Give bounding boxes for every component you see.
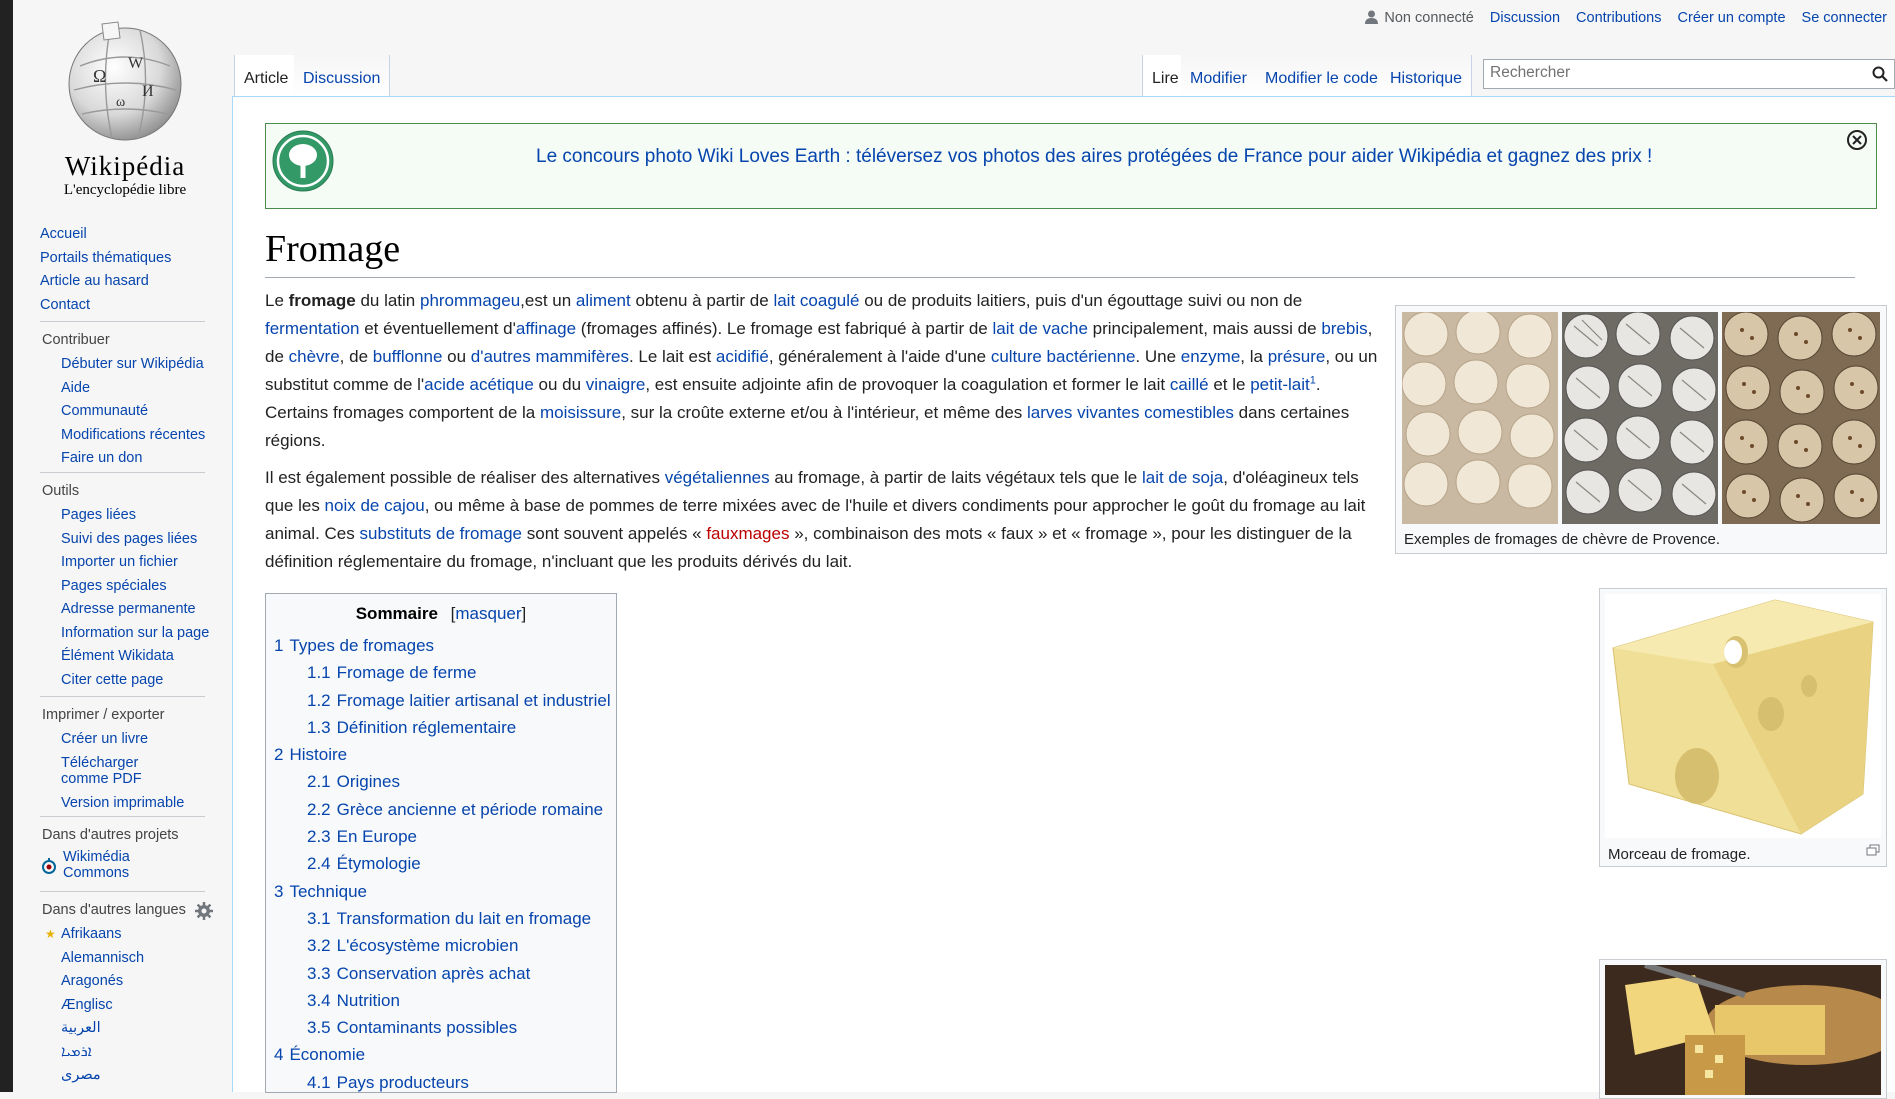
lang-item-aenglisc[interactable]: Ænglisc	[61, 996, 113, 1013]
toc-link[interactable]: Fromage de ferme	[336, 663, 477, 683]
puzzle-globe-icon	[60, 18, 190, 144]
search-icon[interactable]	[1872, 66, 1888, 82]
toc-link[interactable]: Pays producteurs	[336, 1072, 469, 1092]
text: ou	[442, 347, 471, 366]
text: , est ensuite adjointe afin de provoquer la coagulation et former le lait	[645, 375, 1170, 394]
text: du latin	[355, 291, 420, 310]
text: et éventuellement d'	[359, 319, 516, 338]
divider	[40, 696, 205, 697]
cheese-piece-image[interactable]	[1605, 594, 1881, 838]
toc-number: 1.3	[307, 717, 331, 737]
tab-lire[interactable]: Lire	[1142, 55, 1189, 97]
toc-number: 3.2	[307, 936, 331, 956]
tagline: L'encyclopédie libre	[63, 182, 187, 198]
personal-contributions-link[interactable]: Contributions	[1576, 10, 1662, 26]
toc-number: 4.1	[307, 1072, 331, 1092]
toc-link[interactable]: Histoire	[289, 745, 348, 765]
footnote-ref[interactable]: 1	[1309, 374, 1316, 387]
figure-cheese-piece	[1599, 588, 1887, 867]
toc-link[interactable]: Nutrition	[336, 990, 400, 1010]
link-vegetaliennes[interactable]: végétaliennes	[664, 468, 770, 487]
toc-item[interactable]	[266, 905, 616, 932]
bold-term: fromage	[288, 291, 356, 310]
figure-cheese-board	[1599, 959, 1887, 1099]
toc-link[interactable]: En Europe	[336, 827, 417, 847]
lang-item-afrikaans[interactable]	[40, 923, 186, 947]
page-title: Fromage	[265, 227, 1855, 278]
nav-item-telecharger-pdf[interactable]: Télécharger comme PDF	[61, 754, 142, 787]
toc-number: 2	[274, 745, 284, 765]
link-phrommageu[interactable]: phrommageu	[419, 291, 521, 310]
text: Le	[265, 291, 289, 310]
svg-text:Ω: Ω	[93, 66, 107, 86]
link-presure[interactable]: présure	[1267, 347, 1326, 366]
cheese-board-image[interactable]	[1605, 965, 1881, 1095]
toc-link[interactable]: Transformation du lait en fromage	[336, 908, 592, 928]
nav-item-commons-row[interactable]	[40, 848, 179, 884]
toc-item[interactable]	[266, 850, 616, 877]
figure-goat-cheese	[1395, 305, 1887, 554]
link-aliment[interactable]: aliment	[575, 291, 631, 310]
toc-item[interactable]	[266, 741, 616, 768]
paragraph-alternatives	[265, 464, 1380, 576]
search-input[interactable]	[1484, 60, 1856, 86]
nav-item-information[interactable]: Information sur la page	[61, 624, 210, 641]
commons-icon	[40, 857, 58, 875]
nav-item-accueil[interactable]: Accueil	[40, 226, 87, 242]
toc-number: 1.2	[307, 690, 331, 710]
gear-icon[interactable]	[195, 902, 213, 920]
nav-heading-contribuer: Contribuer	[42, 332, 110, 348]
text: dans certaines régions.	[265, 403, 1350, 450]
lang-item-alemannisch[interactable]: Alemannisch	[61, 949, 145, 966]
create-account-link[interactable]: Créer un compte	[1677, 10, 1786, 26]
nav-heading-imprimer: Imprimer / exporter	[42, 707, 165, 723]
text: ou du	[533, 375, 586, 394]
text: . Une	[1135, 347, 1181, 366]
toc-number: 3.3	[307, 963, 331, 983]
text: , la	[1240, 347, 1268, 366]
sidebar	[0, 0, 232, 1092]
toc-item[interactable]	[266, 823, 616, 850]
login-status: Non connecté	[1384, 10, 1474, 26]
tab-article[interactable]: Article	[234, 55, 298, 97]
nav-contribuer	[40, 328, 205, 471]
text: », combinaison des mots « faux » et « fromage », pour les distinguer de la définition réglementaire du fromage, n'incluant que les produits dérivés du lait.	[265, 524, 1352, 571]
text: et le	[1208, 375, 1251, 394]
nav-item-aide[interactable]: Aide	[61, 379, 91, 396]
svg-text:W: W	[128, 55, 144, 72]
banner-message[interactable]: Le concours photo Wiki Loves Earth : téléversez vos photos des aires protégées de France pour aider Wikipédia et gagnez des prix !	[536, 146, 1653, 167]
link-chevre[interactable]: chèvre	[288, 347, 340, 366]
toc-number: 3	[274, 881, 284, 901]
table-of-contents	[265, 593, 617, 1093]
divider	[40, 816, 205, 817]
lang-item-arabic[interactable]: العربية	[61, 1020, 101, 1036]
text: obtenu à partir de	[630, 291, 774, 310]
wordmark: Wikipédia	[64, 151, 186, 181]
text: (fromages affinés). Le fromage est fabriqué à partir de	[576, 319, 993, 338]
nav-heading-langues-label: Dans d'autres langues	[42, 902, 186, 918]
toc-item[interactable]	[266, 1069, 616, 1093]
window-edge	[0, 0, 13, 1092]
nav-outils	[40, 479, 209, 692]
toc-link[interactable]: Grèce ancienne et période romaine	[336, 799, 604, 819]
toc-link[interactable]: Conservation après achat	[336, 963, 531, 983]
figure-caption-piece: Morceau de fromage.	[1608, 846, 1751, 863]
nav-imprimer	[40, 703, 184, 815]
nav-langues	[40, 898, 186, 1088]
toc-item[interactable]	[266, 714, 616, 741]
link-substituts-de-fromage[interactable]: substituts de fromage	[359, 524, 523, 543]
nav-item-faire-un-don[interactable]: Faire un don	[61, 450, 143, 466]
toc-link[interactable]: Étymologie	[336, 854, 421, 874]
figure-caption-goat: Exemples de fromages de chèvre de Provence.	[1404, 531, 1721, 548]
toc-list	[266, 632, 616, 1093]
goat-cheese-image[interactable]	[1402, 312, 1880, 524]
toc-item[interactable]	[266, 659, 616, 686]
wiki-loves-earth-icon	[272, 130, 334, 192]
text: , généralement à l'aide d'une	[768, 347, 991, 366]
toc-link[interactable]: Types de fromages	[289, 636, 435, 655]
svg-text:И: И	[142, 83, 154, 100]
nav-item-commons[interactable]: Wikimédia Commons	[63, 849, 130, 881]
link-acidifie[interactable]: acidifié	[715, 347, 769, 366]
lang-label[interactable]: Afrikaans	[61, 926, 122, 942]
toc-link[interactable]: Fromage laitier artisanal et industriel	[336, 690, 611, 710]
toc-number: 3.1	[307, 908, 331, 928]
link-petit-lait[interactable]: petit-lait	[1250, 375, 1310, 394]
text: , de	[265, 319, 1373, 366]
toc-item[interactable]	[266, 768, 616, 795]
svg-text:ω: ω	[116, 95, 126, 110]
nav-heading-projets: Dans d'autres projets	[42, 827, 179, 843]
toc-item[interactable]	[266, 932, 616, 959]
link-enzyme[interactable]: enzyme	[1180, 347, 1241, 366]
personal-tools	[1365, 10, 1887, 26]
toc-number: 2.3	[307, 827, 331, 847]
text: sont souvent appelés «	[522, 524, 707, 543]
nav-item-importer[interactable]: Importer un fichier	[61, 554, 178, 570]
link-vinaigre[interactable]: vinaigre	[585, 375, 646, 394]
divider	[40, 472, 205, 473]
enlarge-icon[interactable]	[1866, 844, 1880, 856]
link-fauxmages[interactable]: fauxmages	[706, 524, 790, 543]
search-box	[1483, 59, 1895, 89]
text: , sur la croûte externe et/ou à l'intérieur, et même des	[621, 403, 1028, 422]
toc-link[interactable]: Origines	[336, 772, 400, 792]
close-icon[interactable]	[1846, 129, 1868, 151]
lang-item-aragones[interactable]: Aragonés	[61, 973, 124, 989]
lang-item-aramaic[interactable]: ܐܪܡܝܐ	[61, 1043, 92, 1060]
nav-item-wikidata[interactable]: Élément Wikidata	[61, 648, 174, 664]
link-lait-coagule[interactable]: lait coagulé	[773, 291, 860, 310]
nav-item-creer-livre[interactable]: Créer un livre	[61, 731, 149, 747]
toc-item[interactable]	[266, 796, 616, 823]
link-moisissure[interactable]: moisissure	[539, 403, 622, 422]
link-lait-de-vache[interactable]: lait de vache	[992, 319, 1088, 338]
toc-item[interactable]	[266, 687, 616, 714]
nav-item-communaute[interactable]: Communauté	[61, 403, 149, 419]
toc-link[interactable]: Économie	[289, 1045, 366, 1065]
login-link[interactable]: Se connecter	[1801, 10, 1887, 26]
toc-header	[266, 604, 616, 624]
star-icon: ★	[45, 927, 56, 941]
toc-number: 3.5	[307, 1018, 331, 1038]
link-fermentation[interactable]: fermentation	[265, 319, 360, 338]
user-icon	[1365, 10, 1378, 24]
nav-item-modifications-recentes[interactable]: Modifications récentes	[61, 426, 206, 443]
toc-link[interactable]: Contaminants possibles	[336, 1018, 518, 1038]
nav-item-version-imprimable[interactable]: Version imprimable	[61, 794, 185, 811]
nav-item-suivi[interactable]: Suivi des pages liées	[61, 530, 198, 547]
toc-link[interactable]: Définition réglementaire	[336, 717, 517, 737]
toc-item[interactable]	[266, 960, 616, 987]
text: au fromage, à partir de laits végétaux tels que le	[769, 468, 1142, 487]
toc-number: 3.4	[307, 990, 331, 1010]
link-lait-de-soja[interactable]: lait de soja	[1141, 468, 1224, 487]
nav-projets	[40, 823, 179, 884]
link-affinage[interactable]: affinage	[515, 319, 577, 338]
toc-link[interactable]: Technique	[289, 881, 367, 901]
text: . Le lait est	[628, 347, 716, 366]
paragraph-intro	[265, 287, 1380, 455]
toc-number: 4	[274, 1045, 284, 1065]
toc-number: 1.1	[307, 663, 331, 683]
text: , ou un substitut comme de l'	[265, 347, 1378, 394]
text: , ou même à base de pommes de terre mixées avec de l'huile et divers condiments pour approcher le goût du fromage au lait animal. Ces	[265, 496, 1366, 543]
divider	[40, 321, 205, 322]
nav-item-portails[interactable]: Portails thématiques	[40, 249, 172, 266]
nav-item-citer[interactable]: Citer cette page	[61, 671, 164, 688]
nav-item-pages-speciales[interactable]: Pages spéciales	[61, 577, 167, 594]
personal-discussion-link[interactable]: Discussion	[1489, 10, 1561, 26]
link-autres-mammiferes[interactable]: d'autres mammifères	[470, 347, 629, 366]
link-larves-vivantes[interactable]: larves vivantes comestibles	[1027, 403, 1234, 422]
tab-modifier-code[interactable]: Modifier le code	[1256, 55, 1388, 97]
link-bufflonne[interactable]: bufflonne	[372, 347, 443, 366]
text: , de	[339, 347, 373, 366]
link-brebis[interactable]: brebis	[1321, 319, 1368, 338]
nav-item-debuter[interactable]: Débuter sur Wikipédia	[61, 356, 204, 372]
nav-heading-langues	[42, 898, 186, 923]
content-area	[232, 96, 1895, 1092]
text: , d'oléagineux tels que les	[265, 468, 1359, 515]
text: Il est également possible de réaliser des alternatives	[265, 468, 665, 487]
toc-number: 1	[274, 636, 284, 655]
tab-modifier[interactable]: Modifier	[1181, 55, 1257, 97]
nav-item-adresse-permanente[interactable]: Adresse permanente	[61, 601, 196, 617]
text: ou de produits laitiers, puis d'un égouttage suivi ou non de	[859, 291, 1303, 310]
article-body	[265, 287, 1380, 585]
text: . Certains fromages comportent de la	[265, 375, 1321, 422]
lang-item-egyptian-arabic[interactable]: مصرى	[61, 1067, 101, 1083]
link-noix-de-cajou[interactable]: noix de cajou	[324, 496, 425, 515]
tab-historique[interactable]: Historique	[1381, 55, 1472, 97]
toc-item[interactable]	[266, 632, 616, 659]
divider	[40, 891, 205, 892]
toc-number: 2.1	[307, 772, 331, 792]
sitenotice-banner	[265, 123, 1877, 209]
link-culture-bacterienne[interactable]: culture bactérienne	[990, 347, 1136, 366]
link-acide-acetique[interactable]: acide acétique	[424, 375, 534, 394]
nav-heading-outils: Outils	[42, 483, 80, 499]
toc-title: Sommaire	[355, 604, 438, 623]
link-caille[interactable]: caillé	[1169, 375, 1209, 394]
toc-item[interactable]	[266, 878, 616, 905]
text: principalement, mais aussi de	[1087, 319, 1322, 338]
toc-toggle-bracket: [masquer]	[450, 604, 527, 623]
nav-item-hasard[interactable]: Article au hasard	[40, 273, 149, 289]
nav-main	[40, 223, 171, 317]
toc-item[interactable]	[266, 1014, 616, 1041]
toc-number: 2.2	[307, 799, 331, 819]
text: ,est un	[520, 291, 576, 310]
toc-toggle[interactable]: masquer	[455, 604, 522, 623]
toc-item[interactable]	[266, 1041, 616, 1068]
toc-link[interactable]: L'écosystème microbien	[336, 936, 519, 956]
nav-item-contact[interactable]: Contact	[40, 296, 90, 313]
nav-item-pages-liees[interactable]: Pages liées	[61, 507, 136, 523]
toc-item[interactable]	[266, 987, 616, 1014]
wikipedia-logo[interactable]	[40, 18, 210, 198]
toc-number: 2.4	[307, 854, 331, 874]
tab-discussion[interactable]: Discussion	[294, 55, 390, 97]
